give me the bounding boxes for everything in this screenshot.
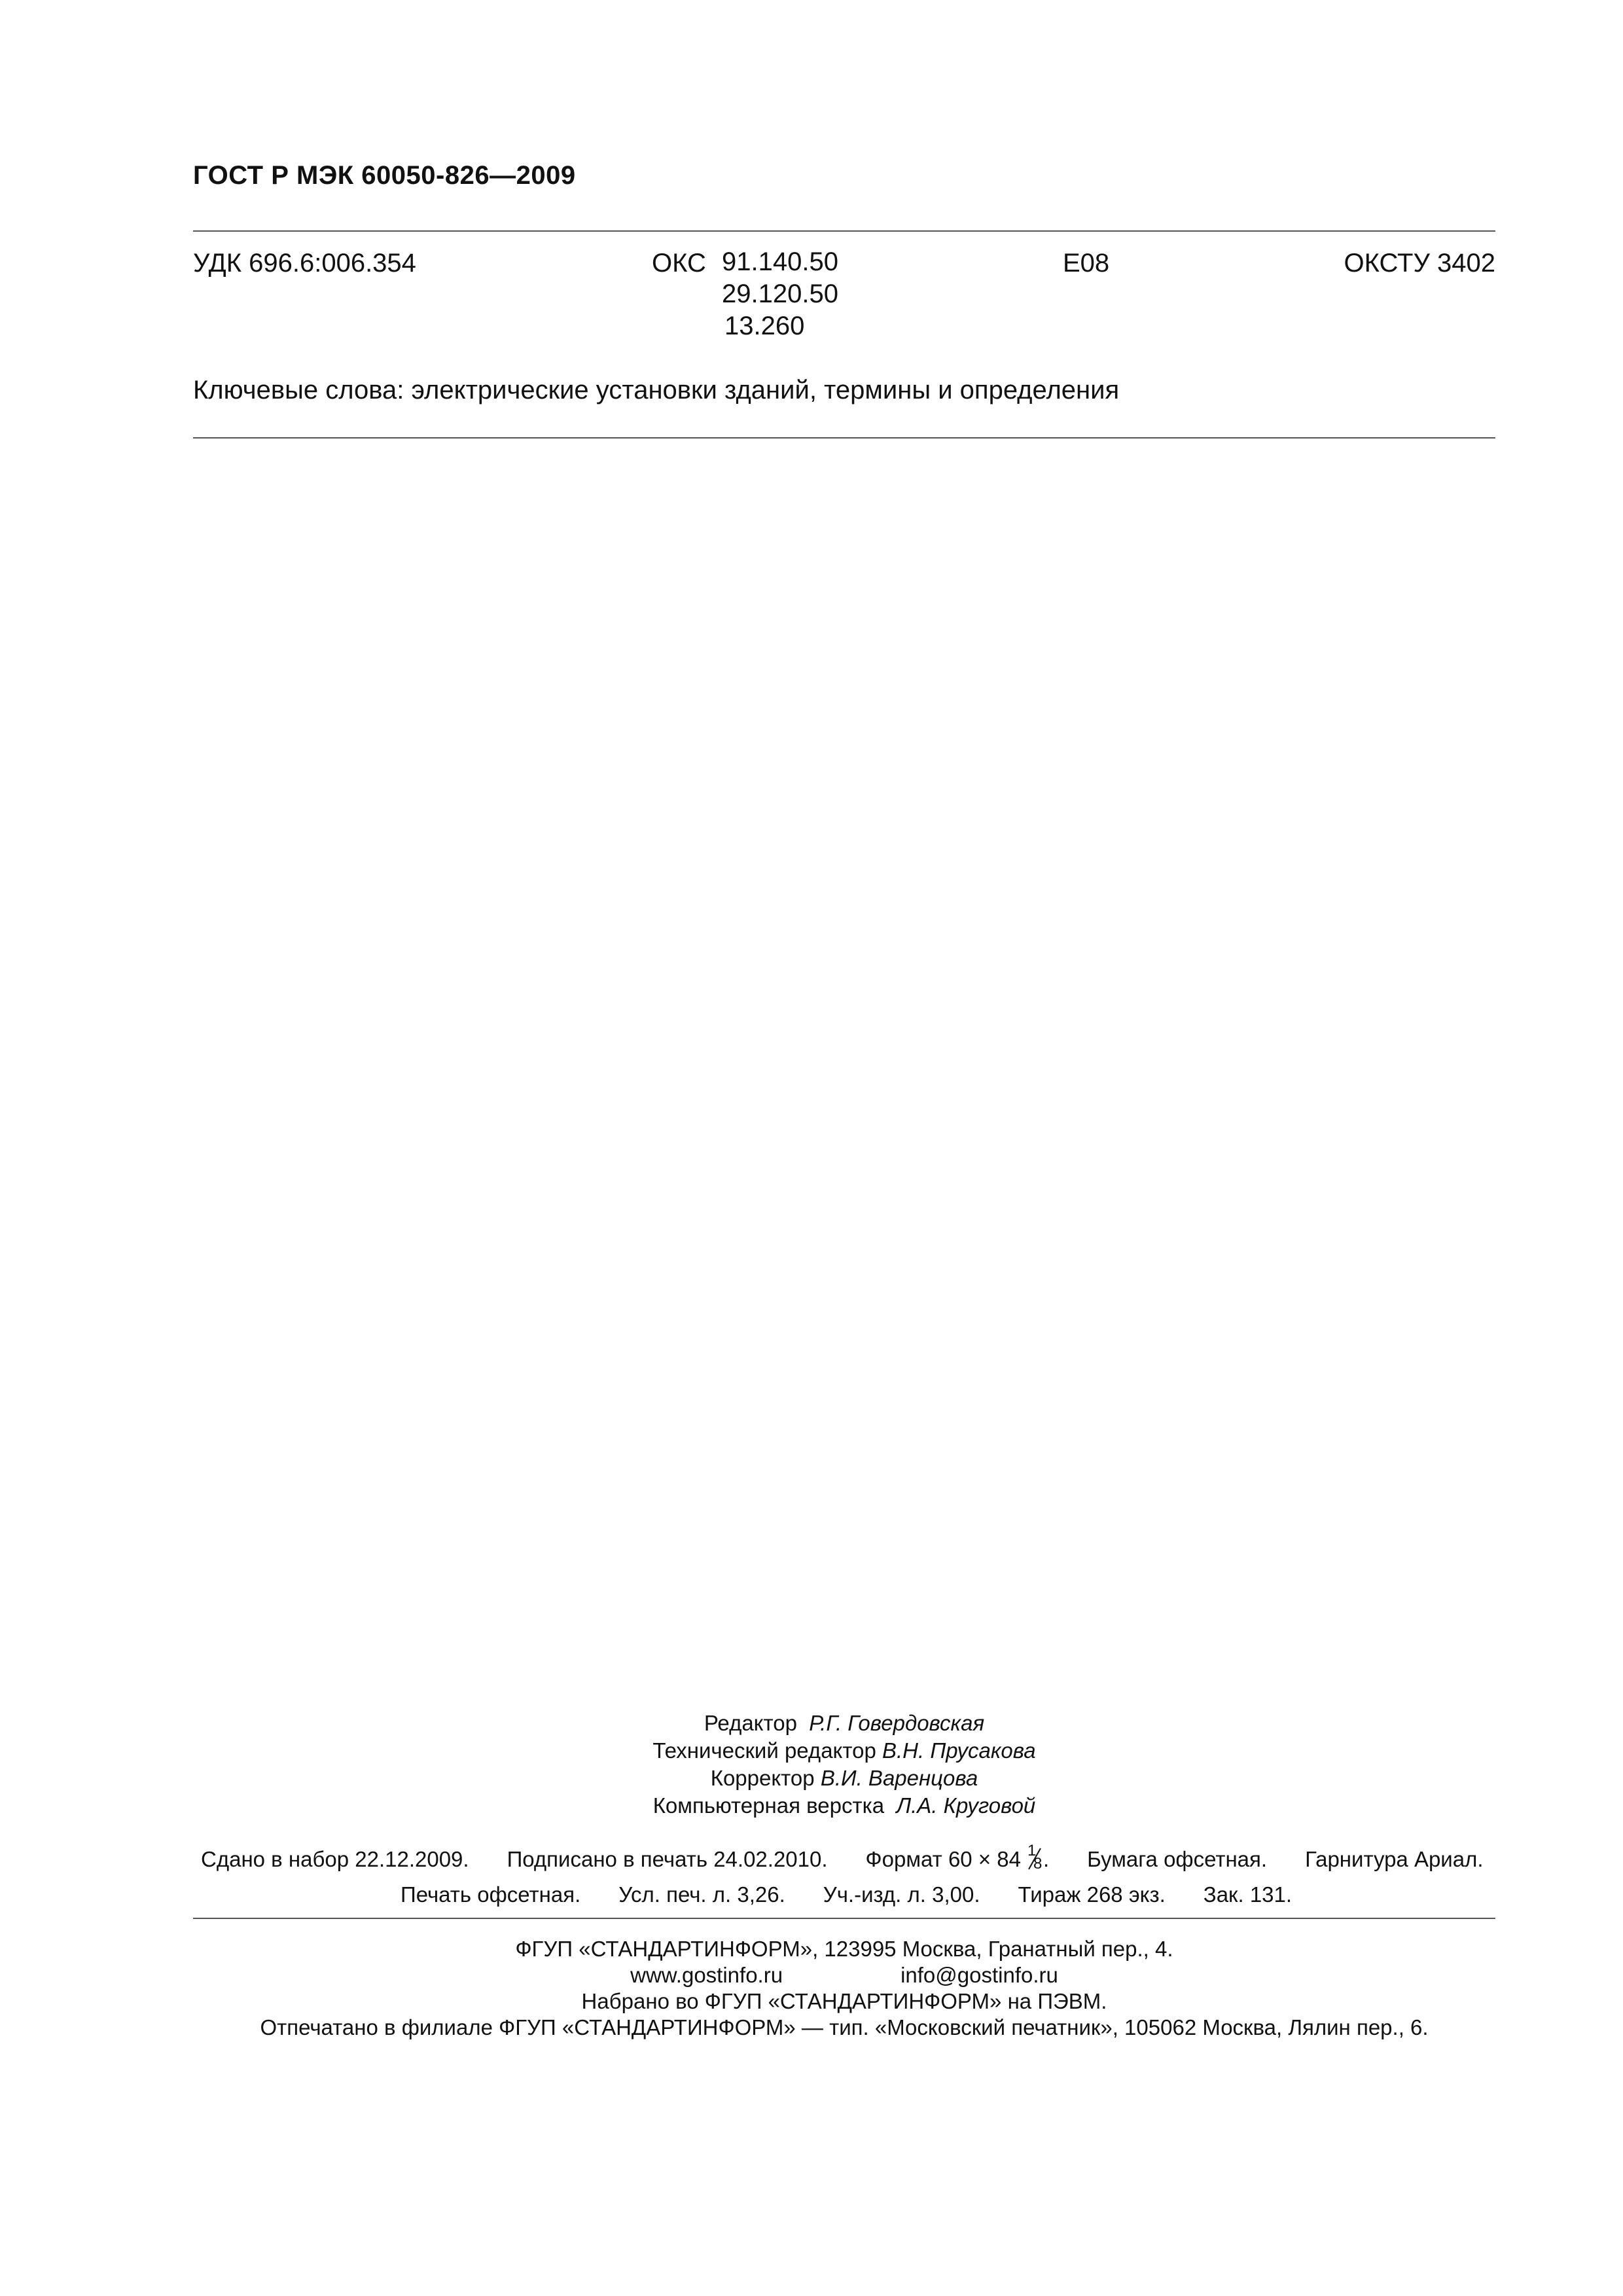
- tech-editor-line: [419, 1737, 1270, 1765]
- oks-label: ОКС: [652, 249, 706, 278]
- proofreader-line: [419, 1765, 1270, 1792]
- paper-type: Бумага офсетная.: [1087, 1847, 1268, 1871]
- oks-block: [652, 249, 838, 342]
- order-number: Зак. 131.: [1203, 1882, 1293, 1907]
- layout-line: [419, 1792, 1270, 1820]
- udk-code: УДК 696.6:006.354: [193, 249, 416, 278]
- oks-code: 29.120.50: [722, 279, 838, 308]
- typeface: Гарнитура Ариал.: [1305, 1847, 1484, 1871]
- keywords-rule: [193, 437, 1495, 439]
- editor-name: Р.Г. Говердовская: [809, 1711, 985, 1735]
- oks-code: 91.140.50: [722, 247, 838, 276]
- proofreader-name: В.И. Варенцова: [820, 1766, 978, 1790]
- format-info: Формат 60 × 84 1 8 .: [865, 1842, 1050, 1873]
- layout-label: Компьютерная верстка: [652, 1793, 885, 1818]
- oks-code: 13.260: [724, 312, 805, 340]
- print-run: Тираж 268 экз.: [1018, 1882, 1166, 1907]
- proofreader-label: Корректор: [710, 1766, 815, 1790]
- imprint-rule: [193, 1918, 1495, 1919]
- group-code: E08: [1063, 249, 1110, 278]
- imprint-line-2: [401, 1882, 1292, 1907]
- typeset-note: Набрано во ФГУП «СТАНДАРТИНФОРМ» на ПЭВМ.: [581, 1989, 1107, 2013]
- keywords: Ключевые слова: электрические установки зданий, термины и определения: [193, 376, 1120, 404]
- imprint-line-1: [201, 1842, 1484, 1873]
- layout-name: Л.А. Круговой: [896, 1793, 1036, 1818]
- publisher-sheets: Уч.-изд. л. 3,00.: [823, 1882, 980, 1907]
- credits-block: [419, 1710, 1270, 1820]
- tech-editor-name: В.Н. Прусакова: [882, 1738, 1036, 1763]
- editor-label: Редактор: [704, 1711, 797, 1735]
- publisher-block: [193, 1936, 1495, 2041]
- printed-note: Отпечатано в филиале ФГУП «СТАНДАРТИНФОРМ» — тип. «Московский печатник», 105062 Москва, Лялин пер., 6.: [260, 2015, 1429, 2039]
- top-rule: [193, 230, 1495, 232]
- standard-designation: ГОСТ Р МЭК 60050-826—2009: [193, 161, 576, 190]
- format-fraction: 1 8: [1027, 1842, 1043, 1873]
- submitted-date: Сдано в набор 22.12.2009.: [201, 1847, 469, 1871]
- publisher-email[interactable]: info@gostinfo.ru: [901, 1963, 1058, 1987]
- publisher-contacts: [193, 1962, 1495, 1988]
- publisher-website[interactable]: www.gostinfo.ru: [630, 1963, 783, 1987]
- publisher-address: ФГУП «СТАНДАРТИНФОРМ», 123995 Москва, Гранатный пер., 4.: [515, 1937, 1173, 1961]
- signed-date: Подписано в печать 24.02.2010.: [507, 1847, 828, 1871]
- editor-line: [419, 1710, 1270, 1737]
- tech-editor-label: Технический редактор: [652, 1738, 876, 1763]
- okstu-code: ОКСТУ 3402: [1344, 249, 1495, 278]
- printed-sheets: Усл. печ. л. 3,26.: [618, 1882, 785, 1907]
- print-method: Печать офсетная.: [401, 1882, 581, 1907]
